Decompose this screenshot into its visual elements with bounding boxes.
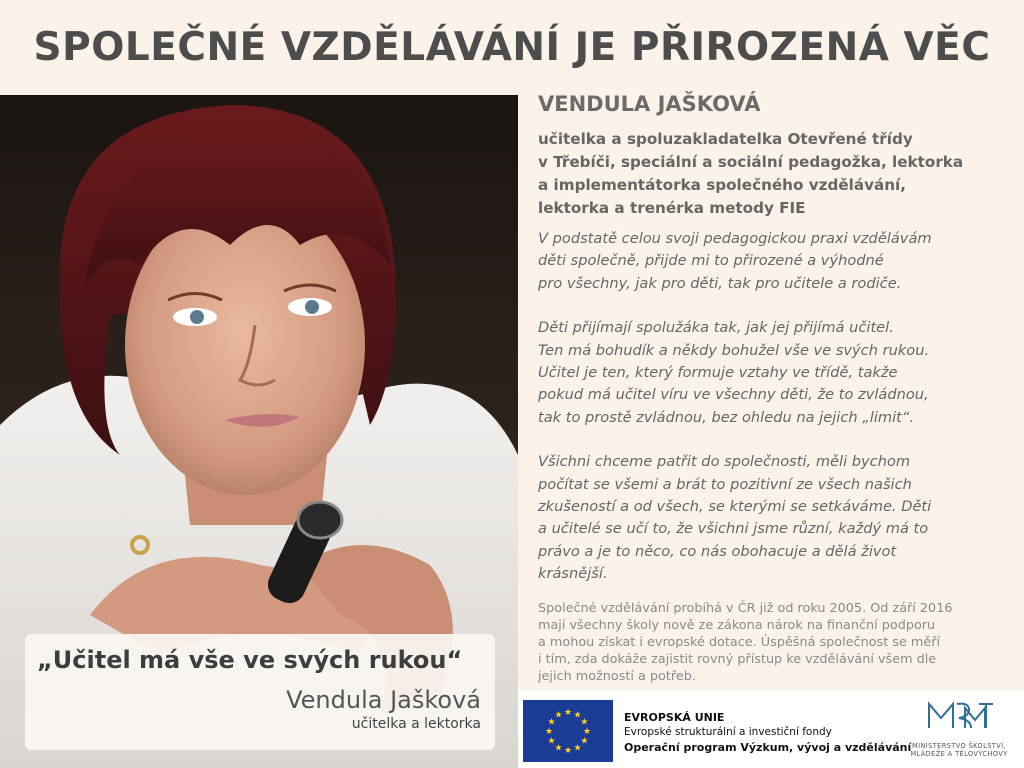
text-line: děti společně, přijde mi to přirozené a výhodné (538, 252, 884, 270)
eu-stars (523, 700, 613, 762)
description-line: lektorka a trenérka metody FIE (538, 199, 806, 217)
paragraph-1 (538, 228, 1008, 295)
person-name: VENDULA JAŠKOVÁ (538, 92, 761, 116)
footnote-line: Společné vzdělávání probíhá v ČR již od roku 2005. Od září 2016 (538, 601, 953, 616)
body-text (538, 228, 1008, 586)
msmt-logo (898, 698, 1020, 764)
text-line: Učitel je ten, který formuje vztahy ve třídě, takže (538, 364, 898, 382)
eu-line: Evropské strukturální a investiční fondy (624, 726, 832, 738)
msmt-line: MINISTERSTVO ŠKOLSTVÍ, (912, 742, 1006, 750)
footnote-line: mají všechny školy nově ze zákona nárok na finanční podporu (538, 618, 936, 633)
text-line: počítat se všemi a brát to pozitivní ze všech našich (538, 475, 912, 493)
eu-star-icon: ★ (554, 743, 563, 754)
eu-star-icon: ★ (547, 736, 556, 747)
text-line: pro všechny, jak pro děti, tak pro učitele a rodiče. (538, 274, 902, 292)
text-line: tak to prostě zvládnou, bez ohledu na jejich „limit“. (538, 408, 915, 426)
paragraph-2 (538, 317, 1008, 429)
eu-star-icon: ★ (573, 710, 582, 721)
quote-author-name: Vendula Jašková (286, 686, 481, 714)
footnote (538, 600, 1008, 685)
page-title: SPOLEČNÉ VZDĚLÁVÁNÍ JE PŘIROZENÁ VĚC (33, 25, 991, 70)
eu-star-icon: ★ (580, 736, 589, 747)
footnote-line: a mohou získat i evropské dotace. Úspěšná společnost se měří (538, 635, 941, 650)
eu-line: Operační program Výzkum, vývoj a vzdělávání (624, 741, 912, 754)
quote-box (25, 634, 495, 750)
eu-star-icon: ★ (563, 708, 573, 718)
msmt-mark-icon (919, 698, 999, 732)
text-line: Ten má bohudík a někdy bohužel vše ve svých rukou. (538, 341, 930, 359)
logos-band (518, 690, 1024, 768)
eu-star-icon: ★ (573, 743, 582, 754)
quote-author-role: učitelka a lektorka (351, 716, 481, 732)
text-line: krásnější. (538, 565, 608, 583)
eu-star-icon: ★ (580, 717, 589, 728)
text-line: zkušeností a od všech, se kterými se setkáváme. Děti (538, 498, 932, 516)
description-line: v Třebíči, speciální a sociální pedagožka, lektorka (538, 153, 964, 171)
eu-logo-text (624, 710, 911, 755)
text-line: V podstatě celou svoji pedagogickou praxi vzdělávám (538, 230, 932, 247)
text-line: a učitelé se učí to, že všichni jsme různí, každý má to (538, 520, 929, 538)
description-line: a implementátorka společného vzdělávání, (538, 176, 907, 194)
eu-flag-icon (523, 700, 613, 762)
text-line: Děti přijímají spolužáka tak, jak jej přijímá učitel. (538, 319, 894, 337)
eu-star-icon: ★ (582, 727, 592, 737)
eu-star-icon: ★ (563, 746, 573, 756)
eu-star-icon: ★ (547, 717, 556, 728)
text-line: právo a je to něco, co nás obohacuje a dělá život (538, 542, 897, 560)
text-line: pokud má učitel víru ve všechny děti, že to zvládnou, (538, 386, 929, 404)
profile-column (538, 90, 1008, 608)
msmt-line: MLÁDEŽE A TĚLOVÝCHOVY (910, 750, 1008, 758)
eu-star-icon: ★ (544, 727, 554, 737)
quote-text: „Učitel má vše ve svých rukou“ (37, 646, 463, 674)
person-description (538, 128, 1008, 220)
text-line: Všichni chceme patřit do společnosti, měli bychom (538, 453, 911, 471)
description-line: učitelka a spoluzakladatelka Otevřené třídy (538, 130, 913, 148)
eu-line: EVROPSKÁ UNIE (624, 711, 725, 724)
paragraph-3 (538, 451, 1008, 585)
footnote-line: i tím, zda dokáže zajistit rovný přístup ke vzdělávání všem dle (538, 652, 937, 667)
eu-star-icon: ★ (554, 710, 563, 721)
footnote-line: jejich možností a potřeb. (538, 669, 696, 684)
